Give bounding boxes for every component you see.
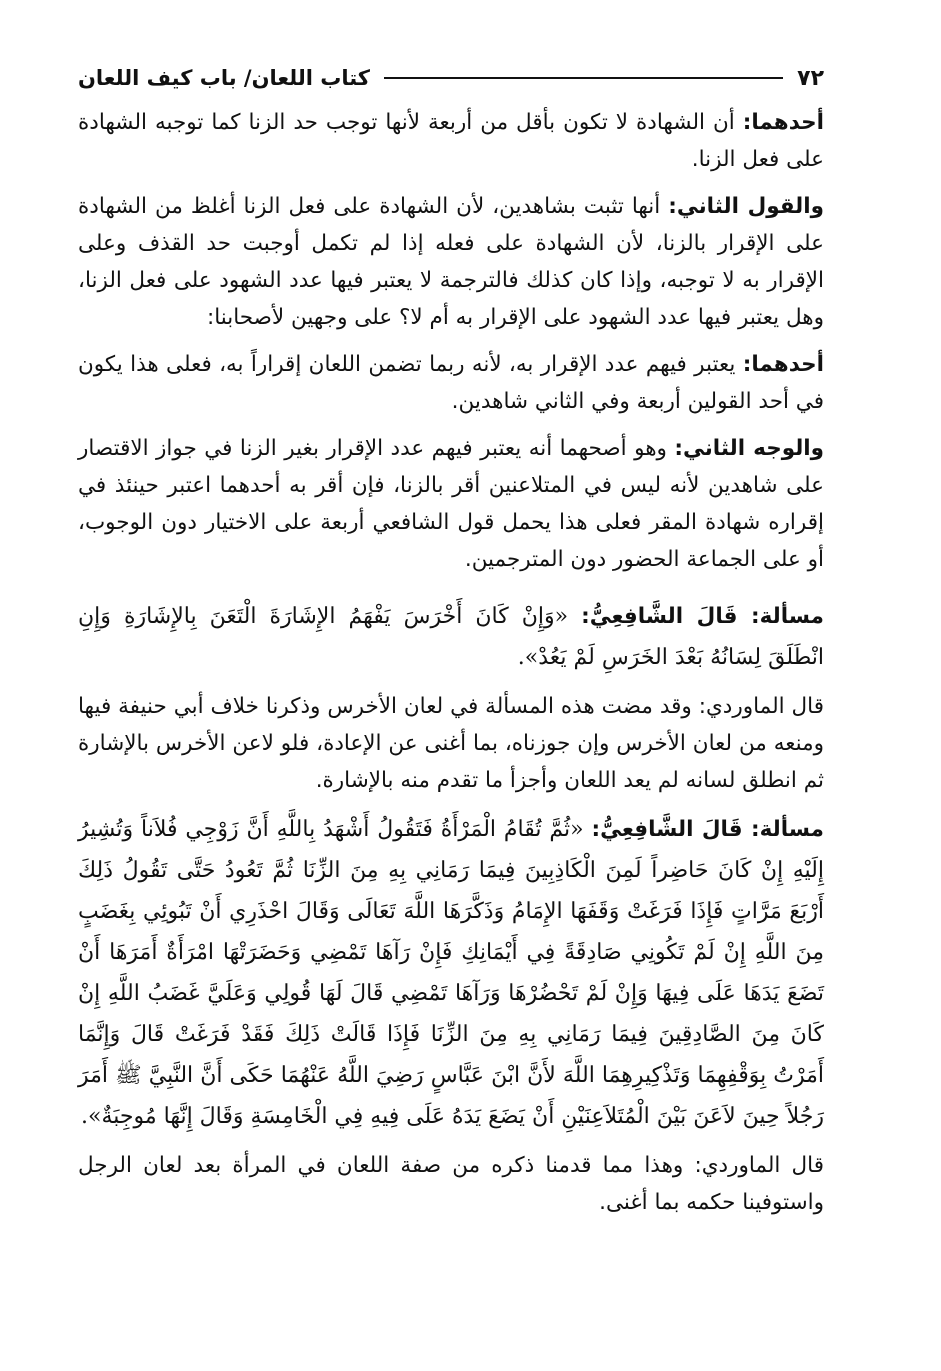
paragraph — [78, 346, 824, 420]
paragraph — [78, 188, 824, 336]
issue-paragraph — [78, 596, 824, 678]
shafii-quote: «ثُمَّ تُقَامُ الْمَرْأَةُ فَتَقُولُ أَشْهَدُ بِاللَّهِ أَنَّ زَوْجِي فُلاَناً وَتُشِيرُ إِلَيْهِ إِنْ كَانَ حَاضِراً لَمِنَ الْكَاذِبِينَ فِيمَا رَمَانِي بِهِ مِنَ الزِّنَا ثُمَّ تَعُودُ حَتَّى تَقُولُ ذَلِكَ أَرْبَعَ مَرَّاتٍ فَإِذَا فَرَغَتْ وَقَفَهَا الإِمَامُ وَذَكَّرَهَا اللَّهَ تَعَالَى وَقَالَ احْذَرِي أَنْ تَبُوئِي بِغَضَبٍ مِنَ اللَّهِ إِنْ لَمْ تَكُونِي صَادِقَةً فِي أَيْمَانِكِ فَإِنْ رَآهَا تَمْضِي وَحَضَرَتْهَا امْرَأَةٌ أَمَرَهَا أَنْ تَضَعَ يَدَهَا عَلَى فِيهَا وَإِنْ لَمْ تَحْضُرْهَا وَرَآهَا تَمْضِي قَالَ لَهَا قُولِي وَعَلَيَّ غَضَبُ اللَّهِ إِنْ كَانَ مِنَ الصَّادِقِينَ فِيمَا رَمَانِي بِهِ مِنَ الزِّنَا فَإِذَا قَالَتْ ذَلِكَ فَقَدْ فَرَغَتْ قَالَ وَإِنَّمَا أَمَرْتُ بِوَقْفِهِمَا وَتَذْكِيرِهِمَا اللَّهَ لأَنَّ ابْنَ عَبَّاسٍ رَضِيَ اللَّهُ عَنْهُمَا حَكَى أَنَّ النَّبِيَّ ﷺ أَمَرَ رَجُلاً حِينَ لاَعَنَ بَيْنَ الْمُتَلاَعِنَيْنِ أَنْ يَضَعَ يَدَهُ عَلَى فِيهِ فِي الْخَامِسَةِ وَقَالَ إِنَّهَا مُوجِبَةٌ». — [78, 817, 825, 1129]
paragraph-text: أن الشهادة لا تكون بأقل من أربعة لأنها توجب حد الزنا كما توجبه الشهادة على فعل الزنا. — [78, 110, 824, 172]
issue-lead: مسألة: قَالَ الشَّافِعِيُّ: — [591, 817, 824, 842]
page-body — [78, 104, 824, 1231]
shafii-quote: «وَإِنْ كَانَ أَخْرَسَ يَفْهَمُ الإِشَارَةَ الْتَعَنَ بِالإِشَارَةِ وَإِنِ انْطَلَقَ لِسَانُهُ بَعْدَ الخَرَسِ لَمْ يَعُدْ». — [78, 604, 824, 670]
paragraph — [78, 104, 824, 178]
header-rule — [384, 77, 783, 79]
paragraph — [78, 688, 824, 799]
paragraph-lead: والوجه الثاني: — [674, 436, 825, 461]
page-number: ٧٢ — [797, 65, 824, 91]
paragraph-text: قال الماوردي: وهذا مما قدمنا ذكره من صفة اللعان في المرأة بعد لعان الرجل واستوفينا حكمه بما أغنى. — [78, 1153, 824, 1215]
issue-lead: مسألة: قَالَ الشَّافِعِيُّ: — [581, 604, 824, 629]
paragraph — [78, 430, 824, 578]
running-header — [78, 62, 824, 94]
paragraph — [78, 1147, 824, 1221]
chapter-title: كتاب اللعان/ باب كيف اللعان — [78, 66, 370, 90]
paragraph-lead: أحدهما: — [742, 110, 824, 135]
paragraph-text: قال الماوردي: وقد مضت هذه المسألة في لعان الأخرس وذكرنا خلاف أبي حنيفة فيها ومنعه من لعان الأخرس وإن جوزناه، بما أغنى عن الإعادة، فلو لاعن الأخرس بالإشارة ثم انطلق لسانه لم يعد اللعان وأجزأ ما تقدم منه بالإشارة. — [78, 694, 824, 793]
paragraph-text: وهو أصحهما أنه يعتبر فيهم عدد الإقرار بغير الزنا في جواز الاقتصار على شاهدين لأنه ليس في المتلاعنين أقر بالزنا، فإن أقر به أحدهما اعتبر حينئذ في إقراره شهادة المقر فعلى هذا يحمل قول الشافعي أربعة على الاختيار دون الوجوب، أو على الجماعة الحضور دون المترجمين. — [78, 436, 824, 572]
paragraph-lead: أحدهما: — [742, 352, 824, 377]
paragraph-lead: والقول الثاني: — [668, 194, 824, 219]
issue-paragraph — [78, 809, 824, 1137]
paragraph-text: أنها تثبت بشاهدين، لأن الشهادة على فعل الزنا أغلظ من الشهادة على الإقرار بالزنا، لأن الشهادة على فعله إذا لم تكمل أوجبت حد القذف وعلى الإقرار به لا توجبه، وإذا كان كذلك فالترجمة لا يعتبر فيها عدد الشهود على فعل الزنا، وهل يعتبر فيها عدد الشهود على الإقرار به أم لا؟ على وجهين لأصحابنا: — [78, 194, 824, 330]
paragraph-text: يعتبر فيهم عدد الإقرار به، لأنه ربما تضمن اللعان إقراراً به، فعلى هذا يكون في أحد القولين أربعة وفي الثاني شاهدين. — [78, 352, 824, 414]
